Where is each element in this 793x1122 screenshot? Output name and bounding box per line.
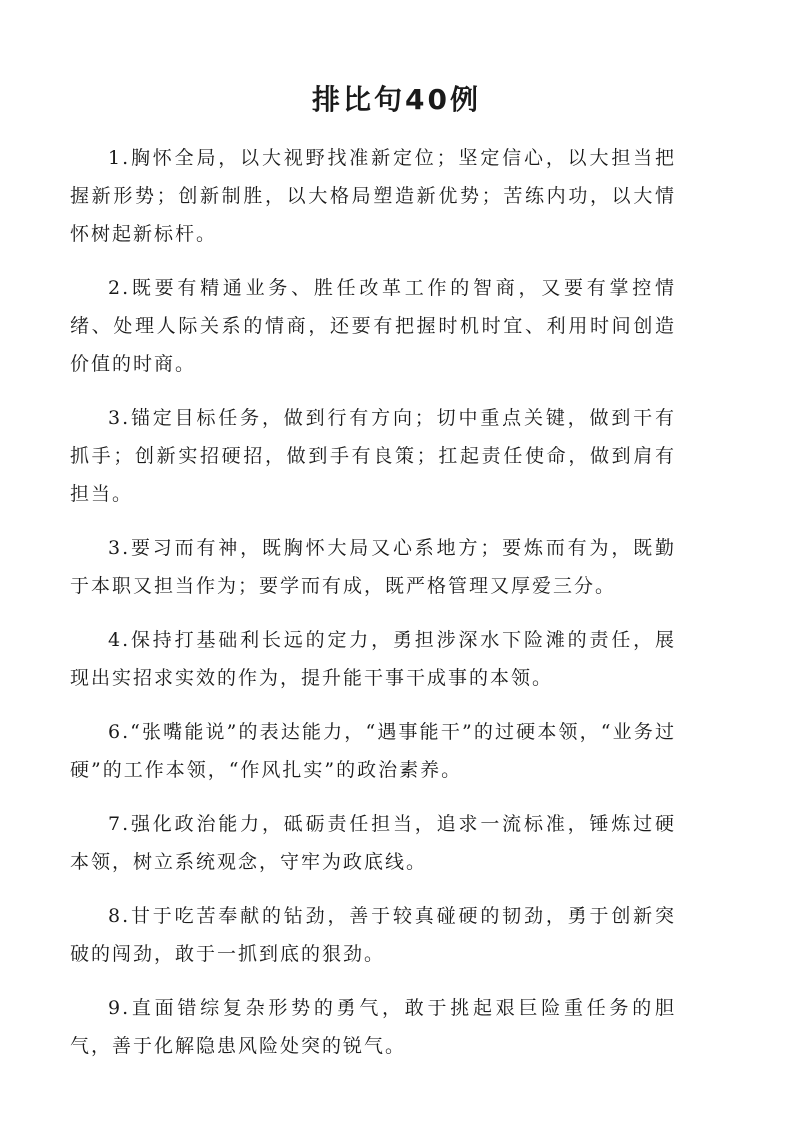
- paragraph-8: 8.甘于吃苦奉献的钻劲，善于较真碰硬的韧劲，勇于创新突破的闯劲，敢于一抓到底的狠劲。: [70, 905, 676, 965]
- paragraph-2: 2.既要有精通业务、胜任改革工作的智商，又要有掌控情绪、处理人际关系的情商，还要有把握时机时宜、利用时间创造价值的时商。: [70, 277, 676, 375]
- paragraph-6: 6.“张嘴能说”的表达能力，“遇事能干”的过硬本领，“业务过硬”的工作本领，“作风扎实”的政治素养。: [70, 721, 676, 781]
- document-body: [70, 139, 676, 1081]
- paragraph-4: 3.要习而有神，既胸怀大局又心系地方；要炼而有为，既勤于本职又担当作为；要学而有成，既严格管理又厚爱三分。: [70, 537, 676, 597]
- document-title: 排比句40例: [312, 83, 481, 116]
- paragraph-9: 9.直面错综复杂形势的勇气，敢于挑起艰巨险重任务的胆气，善于化解隐患风险处突的锐气。: [70, 997, 676, 1057]
- paragraph-1: 1.胸怀全局，以大视野找准新定位；坚定信心，以大担当把握新形势；创新制胜，以大格局塑造新优势；苦练内功，以大情怀树起新标杆。: [70, 147, 676, 245]
- paragraph-3: 3.锚定目标任务，做到行有方向；切中重点关键，做到干有抓手；创新实招硬招，做到手有良策；扛起责任使命，做到肩有担当。: [70, 407, 676, 505]
- paragraph-5: 4.保持打基础利长远的定力，勇担涉深水下险滩的责任，展现出实招求实效的作为，提升能干事干成事的本领。: [70, 629, 676, 689]
- paragraph-7: 7.强化政治能力，砥砺责任担当，追求一流标准，锤炼过硬本领，树立系统观念，守牢为政底线。: [70, 813, 676, 873]
